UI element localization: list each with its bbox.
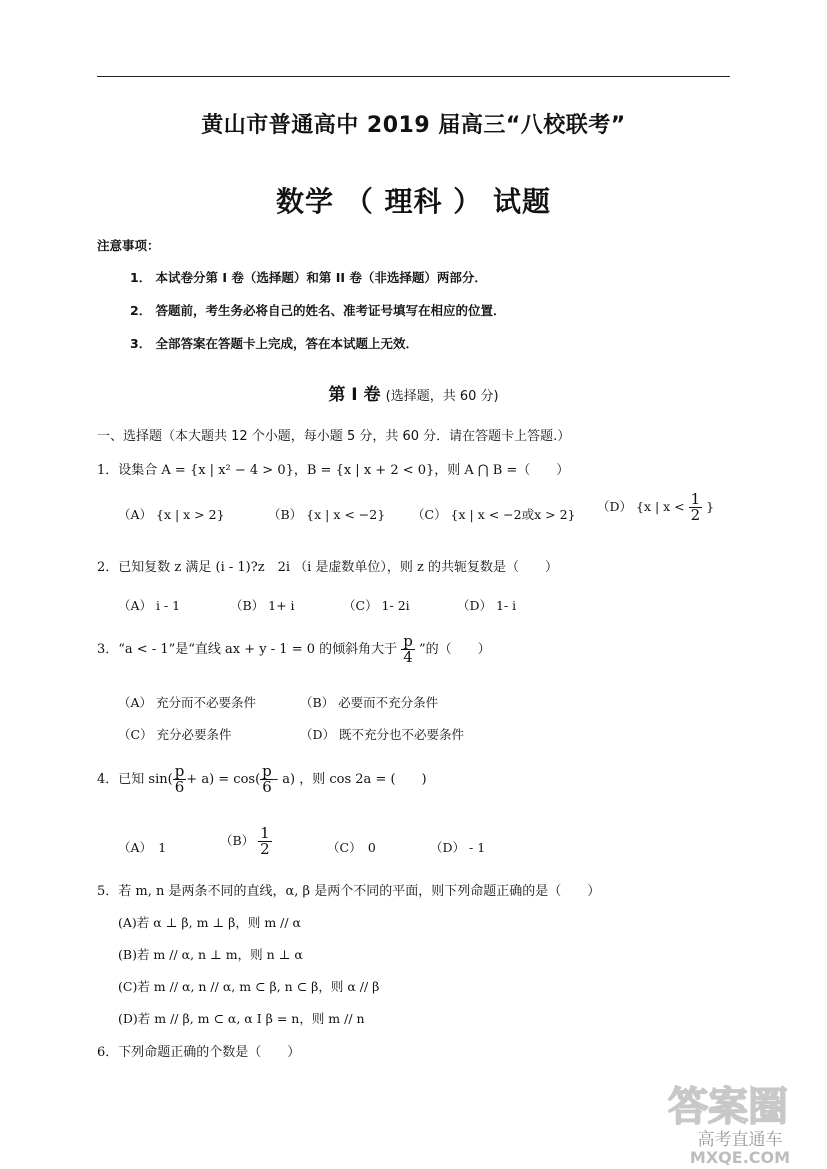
- q4-post: - a) ，则 cos 2a = ( ): [273, 772, 427, 787]
- q4-option-d: （D） - 1: [430, 840, 486, 855]
- q3-option-b: （B） 必要而不充分条件: [300, 695, 439, 710]
- q4-option-a: （A） 1: [118, 840, 167, 855]
- q4-option-c: （C） 0: [327, 840, 376, 855]
- question-5-stem: 5．若 m, n 是两条不同的直线，α, β 是两个不同的平面，则下列命题正确的是（ ）: [97, 884, 601, 899]
- q4-num1: p: [174, 762, 185, 780]
- q4-fraction-1: [173, 764, 187, 795]
- subject-title: 数学 （ 理科 ） 试题: [276, 185, 551, 218]
- notice-item: 1． 本试卷分第 I 卷（选择题）和第 II 卷（非选择题）两部分．: [130, 270, 487, 285]
- part-note: (选择题，共 60 分): [385, 389, 499, 404]
- q4-fraction-2: [260, 764, 274, 795]
- q5-option-d: (D)若 m // β, m ⊂ α, α I β = n，则 m // n: [118, 1011, 365, 1026]
- question-6-stem: 6．下列命题正确的个数是（ ）: [97, 1045, 301, 1060]
- q3-num: p: [403, 632, 413, 650]
- q3-option-a: （A） 充分而不必要条件: [118, 695, 257, 710]
- q3-fraction: [401, 634, 415, 665]
- q4-b-num: 1: [260, 824, 270, 842]
- q1-option-c: （C） {x | x < −2或x > 2}: [412, 507, 576, 522]
- part-title: [0, 380, 827, 405]
- notice-item: 3． 全部答案在答题卡上完成，答在本试题上无效．: [130, 336, 419, 351]
- question-4-stem: [97, 764, 427, 795]
- q2-option-d: （D） 1- i: [457, 598, 517, 613]
- question-1-stem: 1．设集合 A = {x | x² − 4 > 0}，B = {x | x + 2 < 0}，则 A ⋂ B =（ ）: [97, 463, 570, 478]
- q3-den: 4: [401, 649, 415, 665]
- watermark: [640, 1075, 815, 1165]
- q5-option-b: (B)若 m // α, n ⊥ m，则 n ⊥ α: [118, 947, 303, 962]
- watermark-logo-text: 答案圈: [668, 1084, 788, 1130]
- q1-option-b: （B） {x | x < −2}: [268, 507, 386, 522]
- q2-option-b: （B） 1+ i: [230, 598, 295, 613]
- q2-option-c: （C） 1- 2i: [343, 598, 410, 613]
- q3-option-d: （D） 既不充分也不必要条件: [300, 727, 464, 742]
- q1-d-suffix: }: [706, 499, 715, 514]
- q4-b-fraction: [258, 826, 272, 857]
- q4-b-den: 2: [260, 840, 270, 858]
- part-label: 第 I 卷: [328, 385, 381, 405]
- q3-stem-pre: 3．“a < - 1”是“直线 ax + y - 1 = 0 的倾斜角大于: [97, 642, 398, 657]
- notice-title: 注意事项：: [97, 238, 160, 253]
- q4-den2: 6: [260, 779, 274, 795]
- q5-option-c: (C)若 m // α, n // α, m ⊂ β, n ⊂ β，则 α // β: [118, 979, 380, 994]
- q1-d-prefix: （D） {x | x <: [597, 499, 685, 514]
- watermark-logo: [640, 1075, 815, 1165]
- notice-item: 2． 答题前，考生务必将自己的姓名、准考证号填写在相应的位置．: [130, 303, 506, 318]
- question-2-stem: 2．已知复数 z 满足 (i - 1)?z 2i （i 是虚数单位），则 z 的共轭复数是（ ）: [97, 560, 559, 575]
- watermark-line1: 高考直通车: [697, 1130, 783, 1150]
- q1-option-a: （A） {x | x > 2}: [118, 507, 225, 522]
- q1-d-den: 2: [690, 506, 701, 524]
- q2-option-a: （A） i - 1: [118, 598, 181, 613]
- q4-option-b: [220, 826, 272, 857]
- q5-option-a: (A)若 α ⊥ β, m ⊥ β，则 m // α: [118, 915, 301, 930]
- q1-d-num: 1: [690, 490, 701, 508]
- top-rule: [97, 76, 730, 77]
- q1-d-fraction: [689, 492, 703, 523]
- section-title: 一、选择题（本大题共 12 个小题，每小题 5 分，共 60 分．请在答题卡上答题.）: [97, 429, 571, 444]
- q4-mid: + a) = cos(: [186, 772, 261, 787]
- q4-pre: 4．已知 sin(: [97, 772, 173, 787]
- q3-stem-post: ”的（ ）: [419, 642, 491, 657]
- q1-option-d: [597, 492, 714, 523]
- watermark-line2: MXQE.COM: [689, 1148, 791, 1165]
- q4-den1: 6: [173, 779, 187, 795]
- question-3-stem: [97, 634, 491, 665]
- q3-option-c: （C） 充分必要条件: [118, 727, 232, 742]
- q4-b-prefix: （B）: [220, 833, 255, 848]
- exam-title: 黄山市普通高中 2019 届高三“八校联考”: [201, 113, 626, 138]
- q4-num2: p: [262, 762, 272, 780]
